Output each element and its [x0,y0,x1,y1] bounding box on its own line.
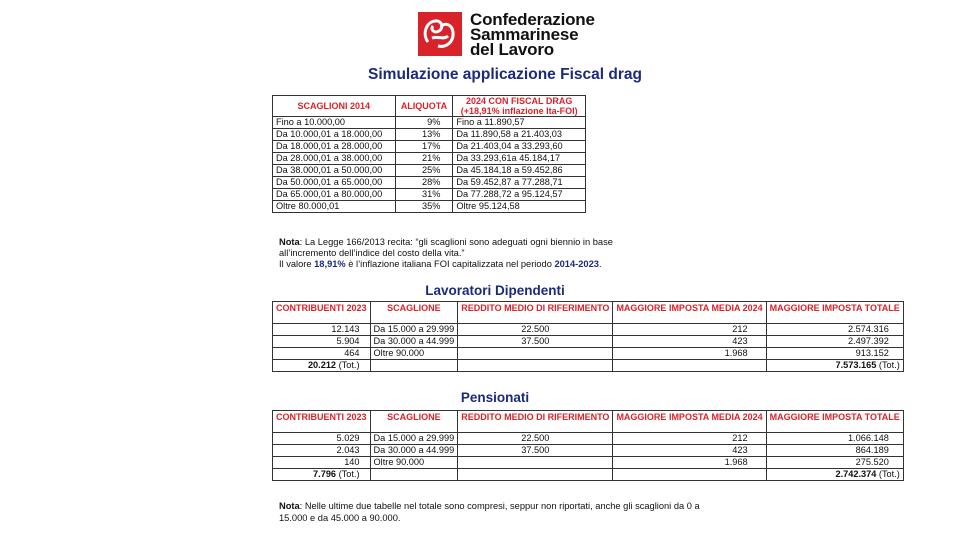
cell: Oltre 95.124,58 [453,201,586,213]
col-header: ALIQUOTA [395,96,453,117]
cell: 13% [395,129,453,141]
employees-table [272,301,904,372]
col-header: REDDITO MEDIO DI RIFERIMENTO [458,411,613,433]
table-row [273,445,904,457]
cell [613,469,766,481]
table-row [273,457,904,469]
table-row [273,348,904,360]
table-row [273,153,586,165]
cell: 212 [613,433,766,445]
cell: 1.066.148 [766,433,903,445]
logo-wordmark: Confederazione Sammarinese del Lavoro [470,9,595,59]
col-header: CONTRIBUENTI 2023 [273,302,371,324]
brackets-table [272,95,586,213]
cell: Fino a 10.000,00 [273,117,396,129]
cell [370,360,458,372]
cell [458,469,613,481]
cell: 37.500 [458,445,613,457]
cell: Da 59.452,87 a 77.288,71 [453,177,586,189]
cell: 212 [613,324,766,336]
page-title: Simulazione applicazione Fiscal drag [368,66,642,83]
cell: 2.497.392 [766,336,903,348]
col-header: 2024 CON FISCAL DRAG (+18,91% inflazione Ita-FOI) [453,96,586,117]
cell: 423 [613,336,766,348]
table-row [273,189,586,201]
cell: 464 [273,348,371,360]
cell: 22.500 [458,324,613,336]
table-header-row [273,96,586,117]
cell: 37.500 [458,336,613,348]
col-header: REDDITO MEDIO DI RIFERIMENTO [458,302,613,324]
cell: Oltre 90.000 [370,348,458,360]
table-row [273,177,586,189]
cell: 1.968 [613,348,766,360]
cell: Da 77.288,72 a 95.124,57 [453,189,586,201]
cell: 2.574.316 [766,324,903,336]
cell: Da 15.000 a 29.999 [370,324,458,336]
cell: 25% [395,165,453,177]
cell: 5.029 [273,433,371,445]
col-header: MAGGIORE IMPOSTA MEDIA 2024 [613,411,766,433]
table-total-row [273,360,904,372]
cell: Da 38.000,01 a 50.000,00 [273,165,396,177]
table-row [273,201,586,213]
cell [370,469,458,481]
cell: 9% [395,117,453,129]
cell [613,360,766,372]
cell: 913.152 [766,348,903,360]
cell: Fino a 11.890,57 [453,117,586,129]
note-law: Nota: La Legge 166/2013 recita: “gli scaglioni sono adeguati ogni biennio in base all’incremento dell’indice del costo della vita.” Il valore 18,91% è l’inflazione italiana FOI capitalizzata nel periodo 2014-2023. [279,237,613,270]
col-header: MAGGIORE IMPOSTA TOTALE [766,411,903,433]
cell: 5.904 [273,336,371,348]
pensioners-table [272,410,904,481]
section-title-pensioners: Pensionati [460,390,530,405]
table-row [273,141,586,153]
cell: Da 33.293,61a 45.184,17 [453,153,586,165]
cell: 21% [395,153,453,165]
logo [418,11,595,57]
cell: Oltre 90.000 [370,457,458,469]
cell: Da 65.000,01 a 80.000,00 [273,189,396,201]
total-tax: 2.742.374 (Tot.) [766,469,903,481]
col-header: SCAGLIONE [370,411,458,433]
cell: Da 45.184,18 a 59.452,86 [453,165,586,177]
cell: Da 30.000 a 44.999 [370,336,458,348]
cell: 22.500 [458,433,613,445]
cell [458,457,613,469]
total-contributors: 20.212 (Tot.) [273,360,371,372]
table-row [273,324,904,336]
total-tax: 7.573.165 (Tot.) [766,360,903,372]
cell: 28% [395,177,453,189]
col-header: MAGGIORE IMPOSTA TOTALE [766,302,903,324]
cell: Da 15.000 a 29.999 [370,433,458,445]
table-total-row [273,469,904,481]
cell: 12.143 [273,324,371,336]
cell: 31% [395,189,453,201]
col-header: MAGGIORE IMPOSTA MEDIA 2024 [613,302,766,324]
cell: 864.189 [766,445,903,457]
table-row [273,165,586,177]
col-header: CONTRIBUENTI 2023 [273,411,371,433]
cell: 17% [395,141,453,153]
note-totals: Nota: Nelle ultime due tabelle nel totale sono compresi, seppur non riportati, anche gli scaglioni da 0 a 15.000 e da 45.000 a 90.000. [279,501,700,523]
total-contributors: 7.796 (Tot.) [273,469,371,481]
cell: Oltre 80.000,01 [273,201,396,213]
table-header-row [273,411,904,433]
table-row [273,129,586,141]
table-header-row [273,302,904,324]
csdl-logo-icon [418,12,462,56]
cell: Da 11.890,58 a 21.403,03 [453,129,586,141]
table-row [273,117,586,129]
cell: Da 30.000 a 44.999 [370,445,458,457]
cell [458,360,613,372]
col-header: SCAGLIONE [370,302,458,324]
section-title-employees: Lavoratori Dipendenti [425,283,565,298]
table-row [273,433,904,445]
cell: 2.043 [273,445,371,457]
table-row [273,336,904,348]
cell: Da 28.000,01 a 38.000,00 [273,153,396,165]
cell [458,348,613,360]
cell: 140 [273,457,371,469]
cell: 35% [395,201,453,213]
cell: 423 [613,445,766,457]
cell: 275.520 [766,457,903,469]
cell: Da 21.403,04 a 33.293,60 [453,141,586,153]
cell: Da 10.000,01 a 18.000,00 [273,129,396,141]
cell: Da 50.000,01 a 65.000,00 [273,177,396,189]
col-header: SCAGLIONI 2014 [273,96,396,117]
cell: 1.968 [613,457,766,469]
cell: Da 18.000,01 a 28.000,00 [273,141,396,153]
